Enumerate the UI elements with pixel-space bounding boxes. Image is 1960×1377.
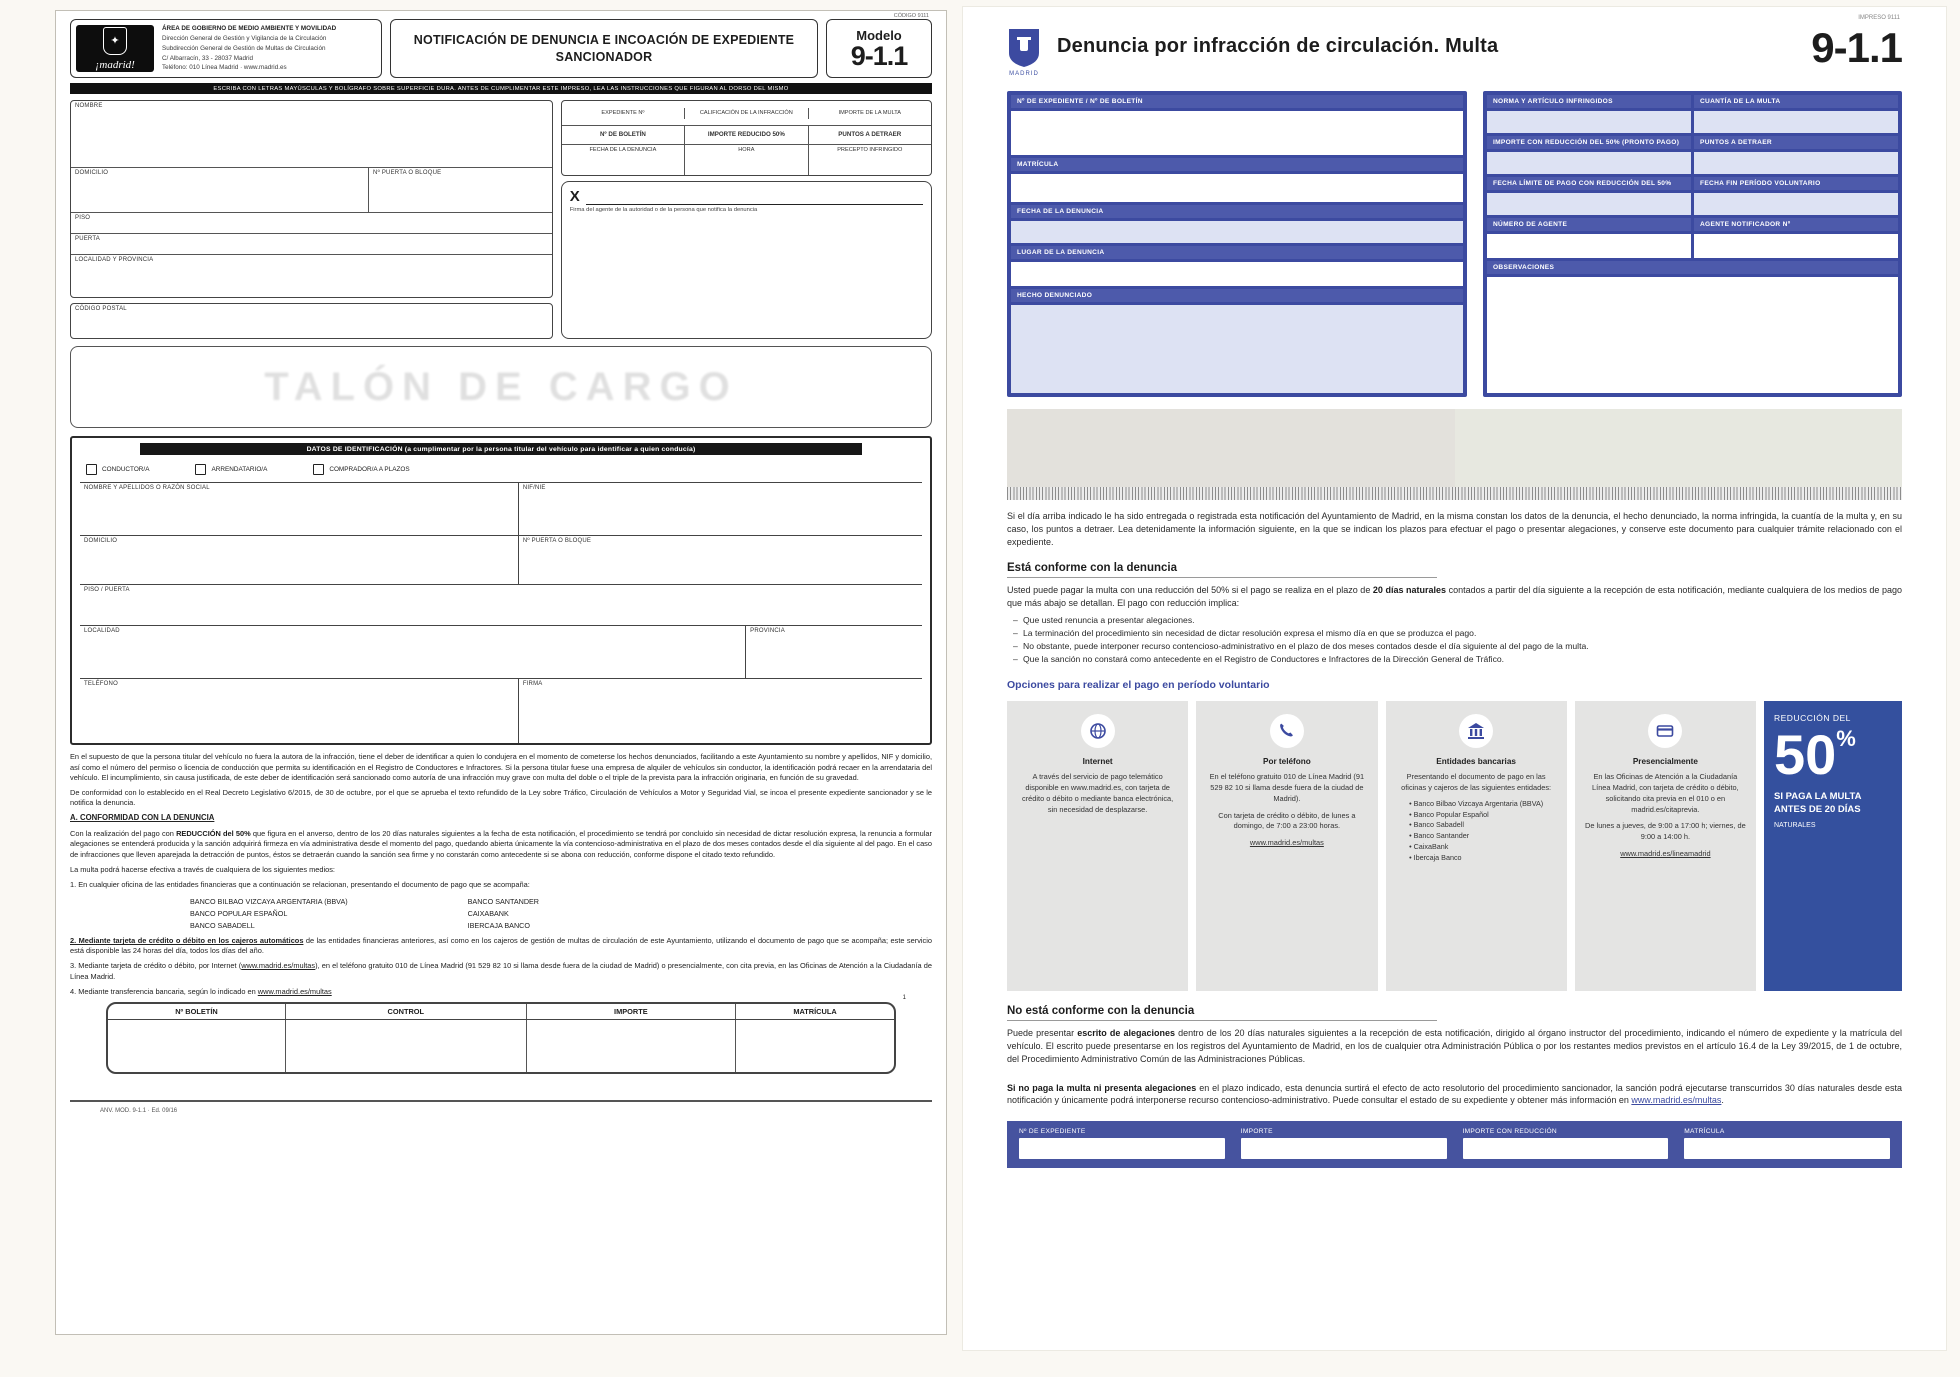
- checkbox-comprador[interactable]: [313, 464, 409, 475]
- print-area-right: [1455, 409, 1903, 487]
- strip-label-importe-reducido: IMPORTE CON REDUCCIÓN: [1462, 1128, 1557, 1136]
- card-title: Por teléfono: [1262, 757, 1311, 767]
- strip-label-matricula: MATRÍCULA: [1684, 1128, 1725, 1136]
- card-bank-list: [1409, 799, 1543, 864]
- numero-field[interactable]: [368, 168, 552, 212]
- slip-header-matricula: MATRÍCULA: [735, 1004, 894, 1019]
- hecho-denunciado-input[interactable]: [1011, 305, 1463, 393]
- discount-line4: NATURALES: [1774, 822, 1816, 830]
- card-link[interactable]: www.madrid.es/lineamadrid: [1620, 848, 1711, 858]
- bullet-item: – Que la sanción no constará como antecedente en el Registro de Conductores e Infractores de la Dirección General de Tráfico.: [1013, 653, 1902, 666]
- bank-name: • Banco Santander: [1409, 831, 1543, 842]
- domicilio-label: DOMICILIO: [75, 170, 109, 177]
- checkbox-icon[interactable]: [86, 464, 97, 475]
- puerta-label: PUERTA: [75, 236, 100, 243]
- slip-cell-control[interactable]: [285, 1020, 526, 1072]
- strip-input-matricula[interactable]: [1684, 1138, 1890, 1159]
- denuncia-summary-table: [561, 100, 932, 175]
- cuantia-label: CUANTÍA DE LA MULTA: [1694, 95, 1898, 108]
- madrid-multas-link[interactable]: www.madrid.es/multas: [257, 986, 332, 996]
- talon-box: [70, 346, 932, 428]
- summary-value-cell[interactable]: FECHA DE LA DENUNCIA: [589, 146, 657, 153]
- identification-section: [70, 436, 932, 745]
- checkbox-icon[interactable]: [313, 464, 324, 475]
- print-code: ANV. MOD. 9-1.1 · Ed. 09/16: [100, 1108, 178, 1115]
- form-title-box: [390, 19, 818, 78]
- summary-header-cell: CALIFICACIÓN DE LA INFRACCIÓN: [684, 108, 807, 119]
- puntos-label: PUNTOS A DETRAER: [1694, 136, 1898, 149]
- role-checkbox-row: [80, 455, 922, 482]
- checkbox-label: ARRENDATARIO/A: [211, 466, 268, 474]
- page-title: Denuncia por infracción de circulación. Multa: [1057, 35, 1499, 57]
- internet-icon: [1081, 714, 1115, 748]
- id-nombre-label: NOMBRE Y APELLIDOS O RAZÓN SOCIAL: [84, 485, 210, 492]
- id-nif-field[interactable]: [518, 483, 922, 535]
- agente-notificador-input[interactable]: [1694, 234, 1898, 258]
- discount-line1: REDUCCIÓN DEL: [1774, 713, 1851, 724]
- card-telefono: [1196, 701, 1377, 991]
- payment-slip-table: [106, 1002, 896, 1074]
- org-box: [70, 19, 382, 78]
- right-page: [962, 6, 1947, 1351]
- id-telefono-label: TELÉFONO: [84, 681, 118, 688]
- madrid-logo-black: [76, 25, 154, 72]
- summary-header-cell: IMPORTE DE LA MULTA: [808, 108, 931, 119]
- bullet-item: – Que usted renuncia a presentar alegaciones.: [1013, 614, 1902, 627]
- phone-icon: [1270, 714, 1304, 748]
- bank-name: IBERCAJA BANCO: [467, 921, 530, 931]
- bank-list: [70, 895, 932, 936]
- conforme-bullet-list: [1013, 614, 1902, 666]
- id-localidad-label: LOCALIDAD: [84, 628, 120, 635]
- matricula-label: MATRÍCULA: [1011, 158, 1463, 171]
- payment-options-row: [1007, 701, 1902, 991]
- lugar-denuncia-label: LUGAR DE LA DENUNCIA: [1011, 246, 1463, 259]
- puntos-input[interactable]: [1694, 152, 1898, 174]
- summary-bold-cell: PUNTOS A DETRAER: [808, 126, 931, 143]
- form-title: NOTIFICACIÓN DE DENUNCIA E INCOACIÓN DE EXPEDIENTE SANCIONADOR: [413, 32, 795, 64]
- paragraph-pronto-pago: Con la realización del pago con REDUCCIÓN del 50% que figura en el anverso, dentro de los 20 días naturales siguientes a la fecha de esta notificación, el procedimiento se tendrá por concluido sin necesidad de dictar resolución expresa, la renuncia a formular alegaciones se entenderá producida y la sanción adquirirá firmeza en vía administrativa desde el momento del pago, quedando abierta únicamente la vía contencioso-administrativa en el plazo de dos meses contados desde el día siguiente al del pago. En el caso de infracciones que lleven aparejada la detracción de puntos, éstos se detraerán cuando la sanción sea firme y no constarán como antecedente si se abona con reducción, conforme dispone el citado texto refundido.: [70, 829, 932, 859]
- nombre-field[interactable]: [71, 101, 552, 167]
- observaciones-input[interactable]: [1487, 277, 1898, 393]
- id-provincia-field[interactable]: [745, 626, 922, 678]
- id-domicilio-label: DOMICILIO: [84, 538, 118, 545]
- heading-conformidad: A. CONFORMIDAD CON LA DENUNCIA: [70, 813, 215, 823]
- id-piso-field[interactable]: [80, 585, 922, 625]
- bank-name: • Banco Popular Español: [1409, 810, 1543, 821]
- summary-value-cell[interactable]: PRECEPTO INFRINGIDO: [808, 145, 931, 175]
- slip-header-control: CONTROL: [285, 1004, 526, 1019]
- no-payment-paragraph: Si no paga la multa ni presenta alegaciones en el plazo indicado, esta denuncia surtirá el efecto de acto resolutorio del procedimiento sancionador, la sanción podrá ejecutarse transcurridos 30 días naturales desde esta notificación y únicamente podrá interponerse recurso contencioso-administrativo. Puede consultar el estado de su expediente y obtener más información en www.madrid.es/multas.: [1007, 1082, 1902, 1106]
- id-numero-label: Nº PUERTA O BLOQUE: [522, 538, 592, 545]
- discount-callout: [1764, 701, 1902, 991]
- heading-conforme: Está conforme con la denuncia: [1007, 562, 1177, 575]
- id-piso-label: PISO / PUERTA: [84, 587, 130, 594]
- summary-strip-table: [1007, 1121, 1902, 1168]
- bank-name: • Ibercaja Banco: [1409, 853, 1543, 864]
- cp-label: CÓDIGO POSTAL: [75, 306, 127, 313]
- paragraph-legal-basis: De conformidad con lo establecido en el Real Decreto Legislativo 6/2015, de 30 de octubre, por el que se aprueba el texto refundido de la Ley sobre Tráfico, Circulación de Vehículos a Motor y Seguridad Vial, se incoa el presente expediente sancionador y se le notifica la denuncia.: [70, 787, 932, 808]
- org-line: ÁREA DE GOBIERNO DE MEDIO AMBIENTE Y MOVILIDAD: [162, 25, 337, 32]
- domicilio-field[interactable]: [71, 168, 368, 212]
- payment-item-4: 4. Mediante transferencia bancaria, según lo indicado en www.madrid.es/multas: [70, 986, 332, 996]
- payment-slip-table-wrap: [70, 995, 932, 1074]
- form-code: CÓDIGO 9111: [893, 13, 929, 19]
- noconforme-paragraph: Puede presentar escrito de alegaciones dentro de los 20 días naturales siguientes a la recepción de esta notificación, dirigido al órgano instructor del procedimiento, indicando el número de expediente y la matrícula del vehículo. El escrito puede presentarse en los registros del Ayuntamiento de Madrid, en los de cualquier otra Administración Pública o por los restantes medios previstos en el artículo 16.4 de la Ley 39/2015, de 1 de octubre, del Procedimiento Administrativo Común de las Administraciones Públicas.: [1007, 1028, 1902, 1064]
- slip-header-boletin: Nº BOLETÍN: [175, 1007, 218, 1017]
- card-payment-icon: [1648, 714, 1682, 748]
- strip-input-importe-reducido[interactable]: [1463, 1138, 1669, 1159]
- bank-icon: [1459, 714, 1493, 748]
- org-address: [162, 25, 336, 72]
- hecho-denunciado-label: HECHO DENUNCIADO: [1011, 289, 1463, 302]
- bank-name: BANCO POPULAR ESPAÑOL: [190, 909, 288, 919]
- checkbox-label: COMPRADOR/A A PLAZOS: [329, 466, 410, 474]
- card-text: A través del servicio de pago telemático disponible en www.madrid.es, con tarjeta de crédito o débito o mediante banca electrónica, sin necesidad de desplazarse.: [1022, 772, 1174, 814]
- nombre-label: NOMBRE: [75, 103, 103, 110]
- card-text: De lunes a jueves, de 9:00 a 17:00 h; viernes, de 9:00 a 14:00 h.: [1585, 821, 1746, 842]
- checkbox-label: CONDUCTOR/A: [102, 466, 150, 474]
- piso-field[interactable]: [71, 212, 552, 233]
- fecha-denuncia-label: FECHA DE LA DENUNCIA: [1011, 205, 1463, 218]
- bank-name: • Banco Sabadell: [1409, 820, 1543, 831]
- intro-paragraph: Si el día arriba indicado le ha sido entregada o registrada esta notificación del Ayuntamiento de Madrid, en la misma constan los datos de la denuncia, el hecho denunciado, la norma infringida, la cuantía de la multa y, en su caso, los puntos a detraer. Lea detenidamente la información siguiente, en la que se indican los plazos para efectuar el pago o presentar alegaciones, y conserve este documento para cualquier trámite relacionado con el expediente.: [1007, 511, 1902, 547]
- payment-item-1: 1. En cualquier oficina de las entidades financieras que a continuación se relacionan, presentando el documento de pago que se acompaña:: [70, 880, 530, 890]
- card-text: Con tarjeta de crédito o débito, de lunes a domingo, de 7:00 a 23:00 horas.: [1218, 810, 1356, 831]
- madrid-emblem-icon: ✦: [103, 27, 127, 55]
- signature-x-mark: X: [569, 187, 580, 205]
- org-line: Teléfono: 010 Línea Madrid · www.madrid.es: [162, 64, 287, 72]
- bank-name: CAIXABANK: [467, 909, 509, 919]
- left-page: [55, 10, 947, 1335]
- checkbox-arrendatario[interactable]: [195, 464, 267, 475]
- puerta-field[interactable]: [71, 233, 552, 254]
- piso-label: PISO: [75, 215, 91, 222]
- paragraph-identification-duty: En el supuesto de que la persona titular del vehículo no fuera la autora de la infracción, tiene el deber de identificar a quien lo condujera en el momento de cometerse los hechos denunciados, facilitando a este Ayuntamiento su nombre y apellidos, NIF y domicilio, así como el número del permiso o licencia de conducción que permita su identificación en el Registro de Conductores e Infractores. Si la persona titular fuese una empresa de alquiler de vehículos sin conductor, la identificación podrá recaer en la arrendataria del vehículo. El incumplimiento, sin causa justificada, de este deber de identificación será sancionado como autoría de una infracción muy grave con multa del doble o el triple de la prevista para la infracción originaria, en función de su gravedad.: [70, 752, 932, 782]
- id-telefono-field[interactable]: [80, 679, 518, 743]
- paragraph-payment-intro: La multa podrá hacerse efectiva a través de cualquiera de los siguientes medios:: [70, 864, 335, 874]
- id-domicilio-field[interactable]: [80, 536, 518, 584]
- slip-header-importe: IMPORTE: [526, 1004, 735, 1019]
- summary-bold-cell: IMPORTE REDUCIDO 50%: [684, 126, 807, 143]
- strip-input-expediente[interactable]: [1019, 1138, 1225, 1159]
- form-code: IMPRESO 9111: [1858, 15, 1900, 21]
- fecha-limite-input[interactable]: [1487, 193, 1691, 215]
- madrid-logo-caption: MADRID: [1009, 71, 1039, 77]
- card-bancos: [1386, 701, 1567, 991]
- modelo-label: Modelo: [856, 27, 902, 43]
- agente-input[interactable]: [1487, 234, 1691, 258]
- madrid-wordmark: ¡madrid!: [95, 58, 135, 71]
- cp-box[interactable]: [70, 303, 553, 339]
- payment-item-3: 3. Mediante tarjeta de crédito o débito, por Internet (www.madrid.es/multas), en el teléfono gratuito 010 de Línea Madrid (91 529 82 10 si llama desde fuera de la ciudad de Madrid) o presencialmente, con cita previa, en las Oficinas de Atención a la Ciudadanía de Línea Madrid.: [70, 961, 932, 981]
- id-firma-label: FIRMA: [522, 681, 543, 688]
- left-header: [70, 13, 932, 78]
- card-presencial: [1575, 701, 1756, 991]
- numero-label: Nº PUERTA O BLOQUE: [373, 170, 442, 177]
- bank-name: BANCO SANTANDER: [467, 897, 539, 907]
- watermark-text: TALÓN DE CARGO: [264, 364, 738, 409]
- madrid-shield-icon: [1007, 27, 1041, 69]
- summary-header-cell: EXPEDIENTE Nº: [601, 109, 645, 116]
- slip-cell-matricula[interactable]: [735, 1020, 894, 1072]
- instructions-bar: ESCRIBA CON LETRAS MAYÚSCULAS Y BOLÍGRAFO SOBRE SUPERFICIE DURA. ANTES DE CUMPLIMENTAR ESTE IMPRESO, LEA LAS INSTRUCCIONES QUE FIGURAN AL DORSO DEL MISMO: [70, 83, 932, 94]
- org-line: Subdirección General de Gestión de Multas de Circulación: [162, 44, 326, 52]
- bullet-item: – No obstante, puede interponer recurso contencioso-administrativo en el plazo de dos meses contados desde el día siguiente al del pago de la multa.: [1013, 640, 1902, 653]
- barcode-strip: [1007, 487, 1902, 500]
- org-line: Dirección General de Gestión y Vigilancia de la Circulación: [162, 34, 327, 42]
- conforme-paragraph: Usted puede pagar la multa con una reducción del 50% si el pago se realiza en el plazo de 20 días naturales contados a partir del día siguiente a la recepción de esta notificación, mediante cualquiera de los medios de pago que más abajo se detallan. El pago con reducción implica:: [1007, 585, 1902, 609]
- signature-box: [561, 181, 932, 340]
- fecha-limite-label: FECHA LÍMITE DE PAGO CON REDUCCIÓN DEL 50%: [1487, 177, 1691, 190]
- table-footnote-marker: 1: [902, 995, 906, 1002]
- card-text: Presentando el documento de pago en las oficinas y cajeros de las siguientes entidades:: [1401, 772, 1552, 793]
- strip-label-expediente: Nº DE EXPEDIENTE: [1019, 1128, 1086, 1136]
- signature-line[interactable]: [586, 192, 923, 205]
- norma-input[interactable]: [1487, 111, 1691, 133]
- discount-line2: SI PAGA LA MULTA ANTES DE 20 DÍAS: [1774, 791, 1862, 816]
- madrid-multas-link[interactable]: www.madrid.es/multas: [241, 961, 316, 971]
- expediente-label: Nº DE EXPEDIENTE / Nº DE BOLETÍN: [1011, 95, 1463, 108]
- heading-underline: [1007, 1020, 1437, 1021]
- machine-print-band: [1007, 409, 1902, 500]
- agente-notificador-label: AGENTE NOTIFICADOR Nº: [1694, 218, 1898, 231]
- right-header: [1007, 24, 1902, 77]
- card-title: Internet: [1082, 757, 1113, 767]
- strip-input-importe[interactable]: [1241, 1138, 1447, 1159]
- person-data-box: [70, 100, 553, 298]
- importe-reducido-label: IMPORTE CON REDUCCIÓN DEL 50% (PRONTO PAGO): [1487, 136, 1691, 149]
- card-title: Presencialmente: [1632, 757, 1698, 767]
- bank-name: BANCO BILBAO VIZCAYA ARGENTARIA (BBVA): [190, 897, 348, 907]
- card-text: En el teléfono gratuito 010 de Línea Madrid (91 529 82 10 si llama desde fuera de la ciudad de Madrid).: [1209, 772, 1365, 803]
- org-line: C/ Albarracín, 33 - 28037 Madrid: [162, 54, 254, 62]
- modelo-number-large: 9-1.1: [1811, 24, 1902, 71]
- fecha-denuncia-input[interactable]: [1011, 221, 1463, 243]
- agente-label: NÚMERO DE AGENTE: [1487, 218, 1691, 231]
- localidad-label: LOCALIDAD Y PROVINCIA: [75, 257, 154, 264]
- summary-value-cell[interactable]: HORA: [684, 145, 807, 175]
- print-area-left: [1007, 409, 1455, 487]
- localidad-field[interactable]: [71, 254, 552, 297]
- id-provincia-label: PROVINCIA: [750, 628, 785, 635]
- checkbox-conductor[interactable]: [86, 464, 149, 475]
- observaciones-label: OBSERVACIONES: [1487, 261, 1898, 274]
- card-link[interactable]: www.madrid.es/multas: [1249, 838, 1324, 848]
- payment-item-2: 2. Mediante tarjeta de crédito o débito en los cajeros automáticos de las entidades financieras anteriores, así como en los cajeros de gestión de multas de circulación de este Ayuntamiento, utilizando el documento de pago que se acompaña; este servicio está disponible las 24 horas del día, todos los días del año.: [70, 936, 932, 956]
- id-nombre-field[interactable]: [80, 483, 518, 535]
- legal-text-block: [70, 752, 932, 997]
- card-internet: [1007, 701, 1188, 991]
- slip-cell-importe[interactable]: [526, 1020, 735, 1072]
- bank-name: • CaixaBank: [1409, 842, 1543, 853]
- madrid-multas-link[interactable]: www.madrid.es/multas: [1631, 1095, 1722, 1106]
- heading-underline: [1007, 577, 1437, 578]
- modelo-number: 9-1.1: [850, 40, 908, 71]
- lugar-denuncia-input[interactable]: [1011, 262, 1463, 286]
- matricula-input[interactable]: [1011, 174, 1463, 202]
- importe-reducido-input[interactable]: [1487, 152, 1691, 174]
- madrid-city-logo: [1007, 27, 1041, 77]
- sanction-data-box: [1483, 91, 1902, 397]
- id-nif-label: NIF/NIE: [522, 485, 546, 492]
- signature-label: Firma del agente de la autoridad o de la persona que notifica la denuncia: [569, 206, 758, 213]
- id-firma-field[interactable]: [518, 679, 922, 743]
- discount-percentage: 50%: [1774, 723, 1856, 787]
- card-title: Entidades bancarias: [1436, 757, 1516, 767]
- card-text: En las Oficinas de Atención a la Ciudadanía Línea Madrid, con tarjeta de crédito o débito, solicitando cita previa en el 010 o en madrid.es/citaprevia.: [1592, 772, 1739, 814]
- cuantia-input[interactable]: [1694, 111, 1898, 133]
- heading-noconforme: No está conforme con la denuncia: [1007, 1005, 1195, 1018]
- slip-cell-boletin[interactable]: [108, 1020, 285, 1072]
- denuncia-data-box: [1007, 91, 1467, 397]
- tear-off-rule: [70, 1100, 932, 1102]
- bank-name: BANCO SABADELL: [190, 921, 255, 931]
- norma-label: NORMA Y ARTÍCULO INFRINGIDOS: [1487, 95, 1691, 108]
- fecha-fin-input[interactable]: [1694, 193, 1898, 215]
- summary-bold-cell: Nº DE BOLETÍN: [599, 131, 646, 139]
- modelo-box: [826, 13, 932, 78]
- strip-label-importe: IMPORTE: [1240, 1128, 1273, 1136]
- identification-title: DATOS DE IDENTIFICACIÓN (a cumplimentar por la persona titular del vehículo para identificar a quien conducía): [140, 443, 862, 455]
- id-numero-field[interactable]: [518, 536, 922, 584]
- bank-name: • Banco Bilbao Vizcaya Argentaria (BBVA): [1409, 799, 1543, 810]
- heading-payment-options: Opciones para realizar el pago en período voluntario: [1007, 679, 1270, 692]
- checkbox-icon[interactable]: [195, 464, 206, 475]
- expediente-input[interactable]: [1011, 111, 1463, 155]
- fecha-fin-label: FECHA FIN PERÍODO VOLUNTARIO: [1694, 177, 1898, 190]
- bullet-item: – La terminación del procedimiento sin necesidad de dictar resolución expresa el mismo día en que se produzca el pago.: [1013, 627, 1902, 640]
- id-localidad-field[interactable]: [80, 626, 745, 678]
